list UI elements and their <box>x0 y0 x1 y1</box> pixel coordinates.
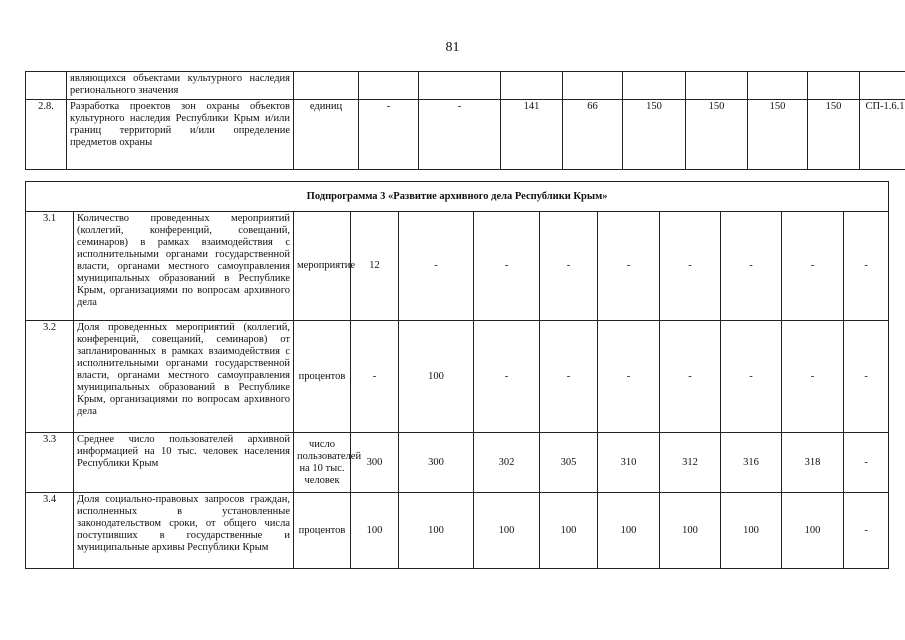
value-cell: 310 <box>598 433 660 493</box>
value-cell: 12 <box>351 212 399 321</box>
value-cell: 318 <box>782 433 844 493</box>
indicator-name-cell: Среднее число пользователей архивной информацией на 10 тыс. человек населения Республики Крым <box>74 433 294 493</box>
table-row <box>26 72 905 100</box>
value-cell: - <box>721 212 782 321</box>
unit-cell: мероприятие <box>294 212 351 321</box>
row-number-cell: 3.1 <box>26 212 74 321</box>
reference-cell: СП-1.6.1 <box>860 100 905 170</box>
unit-cell: число пользователей на 10 тыс. человек <box>294 433 351 493</box>
subprogram-header-row <box>26 182 889 212</box>
table-row <box>26 433 889 493</box>
value-cell: - <box>844 433 889 493</box>
value-cell: 66 <box>563 100 623 170</box>
subprogram-3-table <box>25 181 889 569</box>
value-cell: 302 <box>474 433 540 493</box>
row-number-cell: 3.2 <box>26 321 74 433</box>
indicator-name-cell: Доля проведенных мероприятий (коллегий, конференций, совещаний, семинаров) от запланированных в рамках взаимодействия с исполнительными органами государственной власти, органами местного самоуправления муниципальных образований в Республике Крым, организациями по вопросам архивного дела <box>74 321 294 433</box>
value-cell: 100 <box>721 493 782 569</box>
value-cell: 100 <box>351 493 399 569</box>
page-number: 81 <box>445 40 460 55</box>
subprogram-title: Подпрограмма 3 «Развитие архивного дела Республики Крым» <box>26 182 889 212</box>
value-cell: - <box>782 212 844 321</box>
table-row <box>26 321 889 433</box>
indicator-name-cell: Доля социально-правовых запросов граждан, исполненных в установленные законодательством сроки, от общего числа поступивших в государственные и муниципальные архивы Республики Крым <box>74 493 294 569</box>
indicator-name-cell: Разработка проектов зон охраны объектов культурного наследия Республики Крым и/или границ территорий и/или определение предметов охраны <box>67 100 294 170</box>
unit-cell: единиц <box>294 100 359 170</box>
value-cell: 312 <box>660 433 721 493</box>
value-cell: - <box>660 321 721 433</box>
row-number-cell: 3.3 <box>26 433 74 493</box>
row-number-cell: 2.8. <box>26 100 67 170</box>
table-row <box>26 100 905 170</box>
indicator-name-cell: являющихся объектами культурного наследия регионального значения <box>67 72 294 100</box>
value-cell: - <box>419 100 501 170</box>
value-cell: - <box>351 321 399 433</box>
value-cell: - <box>844 212 889 321</box>
row-number-cell <box>26 72 67 100</box>
value-cell: - <box>540 212 598 321</box>
value-cell: 100 <box>474 493 540 569</box>
value-cell: - <box>598 212 660 321</box>
value-cell: 100 <box>399 493 474 569</box>
table-row <box>26 212 889 321</box>
indicator-table-continuation <box>25 71 905 170</box>
value-cell: 150 <box>808 100 860 170</box>
value-cell: 305 <box>540 433 598 493</box>
value-cell: 100 <box>660 493 721 569</box>
value-cell: 100 <box>782 493 844 569</box>
value-cell: - <box>660 212 721 321</box>
value-cell: 100 <box>399 321 474 433</box>
value-cell: - <box>782 321 844 433</box>
value-cell: - <box>721 321 782 433</box>
value-cell: 300 <box>399 433 474 493</box>
value-cell: 316 <box>721 433 782 493</box>
value-cell: 141 <box>501 100 563 170</box>
value-cell: 150 <box>623 100 686 170</box>
value-cell: 100 <box>598 493 660 569</box>
value-cell: - <box>399 212 474 321</box>
value-cell: 300 <box>351 433 399 493</box>
value-cell: - <box>359 100 419 170</box>
value-cell: - <box>474 321 540 433</box>
value-cell: - <box>474 212 540 321</box>
indicator-name-cell: Количество проведенных мероприятий (коллегий, конференций, совещаний, семинаров) в рамках взаимодействия с исполнительными органами государственной власти, органами местного самоуправления муниципальных образований в Республике Крым, организациями по вопросам архивного дела <box>74 212 294 321</box>
value-cell: 150 <box>686 100 748 170</box>
table-row <box>26 493 889 569</box>
unit-cell: процентов <box>294 321 351 433</box>
value-cell: - <box>540 321 598 433</box>
value-cell: - <box>844 493 889 569</box>
value-cell: 150 <box>748 100 808 170</box>
row-number-cell: 3.4 <box>26 493 74 569</box>
value-cell: - <box>598 321 660 433</box>
value-cell: 100 <box>540 493 598 569</box>
unit-cell: процентов <box>294 493 351 569</box>
value-cell: - <box>844 321 889 433</box>
